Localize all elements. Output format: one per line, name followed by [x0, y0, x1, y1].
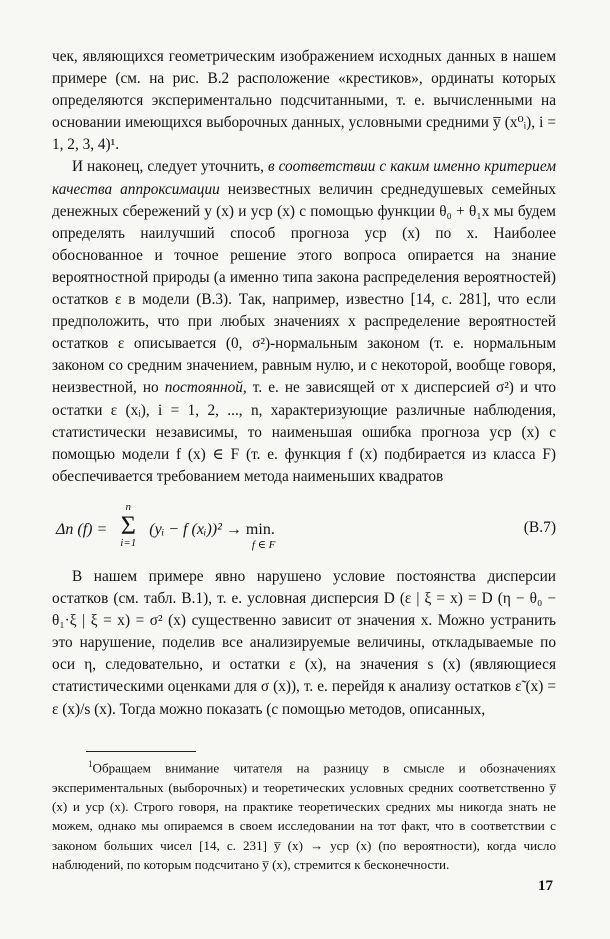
equation-summand: (yᵢ − f (xᵢ))² →	[149, 521, 242, 538]
main-text	[52, 46, 556, 488]
para2-start: И наконец, следует уточнить,	[72, 158, 268, 176]
sum-operator	[115, 501, 141, 549]
equation-number: (В.7)	[523, 519, 556, 536]
min-operator	[245, 521, 276, 551]
main-text-continued	[52, 566, 556, 721]
para2-italic: в соответствии с каким именно критерием качества аппроксимации	[52, 158, 557, 198]
paragraph-variance: В нашем примере явно нарушено условие постоянства дисперсии остатков (см. табл. В.1), т. е. условная дисперсия D (ε | ξ = x) = D (η − θ₀ − θ₁·ξ | ξ = x) = σ² (x) существенно зависит от значения x. Можно устранить это нарушение, поделив все анализируемые величины, откладываемые по оси η, следовательно, и остатки ε (x), на значения s (x) (являющиеся статистическими оценками для σ (x)), т. е. перейдя к анализу остатков ε̃ (x) = ε (x)/s (x). Тогда можно показать (с помощью методов, описанных,	[52, 568, 556, 718]
equation-body	[56, 501, 276, 551]
equation-b7	[56, 501, 556, 565]
paragraph-top: чек, являющихся геометрическим изображением исходных данных в нашем примере (см. на рис. В.2 расположение «крестиков», ординаты которых определяются экспериментально подсчитанными, т. е. вычисленными на основании имеющихся выборочных данных, условными средними y̅ (x⁰ᵢ), i = 1, 2, 3, 4)¹.	[52, 48, 556, 154]
equation-lhs: Δn (f) =	[56, 521, 112, 538]
sum-symbol: Σ	[120, 511, 136, 540]
sum-upper: n	[125, 501, 132, 513]
min-label: min.	[245, 521, 275, 538]
page-number: 17	[538, 878, 553, 894]
para2-end: , т. е. не зависящей от x дисперсией σ²) и что остатки ε (xᵢ), i = 1, 2, ..., n, характеризующие различные наблюдения, статистически независимы, то наименьшая ошибка прогноза yср (x) с помощью модели f (x) ∈ F (т. е. функция f (x) подбирается из класса F) обеспечивается требованием метода наименьших квадратов	[52, 379, 556, 485]
footnote-mark: 1	[88, 759, 93, 769]
para2-italic2: постоянной	[164, 379, 243, 397]
para2-mid: неизвестных величин среднедушевых семейных денежных сбережений y (x) и yср (x) с помощью функции θ₀ + θ₁x мы будем определять наилучший способ прогноза yср (x) по x. Наиболее обоснованное и точное решение этого вопроса опирается на знание вероятностной природы (а именно типа закона распределения вероятностей) остатков ε в модели (В.3). Так, например, известно [14, с. 281], что если предположить, что при любых значениях x распределение вероятностей остатков ε описывается (0, σ²)-нормальным законом (т. е. нормальным законом со средним значением, равным нулю, и с некоторой, вообще говоря, неизвестной, но	[52, 180, 557, 397]
footnote	[52, 755, 556, 874]
sum-lower: i=1	[120, 537, 137, 549]
paragraph-criterion	[52, 156, 556, 487]
footnote-text	[52, 755, 556, 874]
min-subscript: f ∈ F	[251, 539, 276, 551]
footnote-divider	[86, 751, 196, 752]
footnote-body: Обращаем внимание читателя на разницу в смысле и обозначениях экспериментальных (выборочных) и теоретических условных средних соответственно y̅ (x) и yср (x). Строго говоря, на практике теоретических средних мы никогда знать не можем, однако мы опираемся в своем исследовании на тот факт, что в соответствии с законом больших чисел [14, с. 231] y̅ (x) → yср (x) (по вероятности), когда число наблюдений, по которым подсчитано y̅ (x), стремится к бесконечности.	[52, 760, 556, 872]
